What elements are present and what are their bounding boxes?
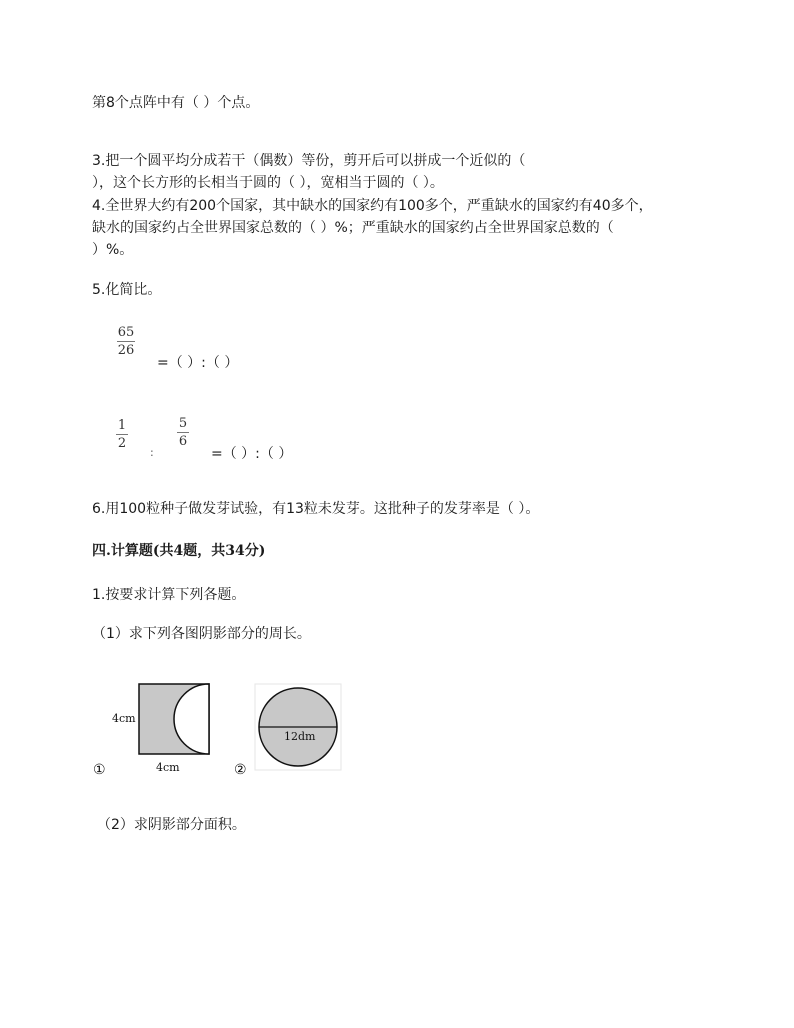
fraction-bar xyxy=(116,434,128,435)
fraction-65-26 xyxy=(117,325,135,358)
question-6: 6.用100粒种子做发芽试验，有13粒未发芽。这批种子的发芽率是（ ）。 xyxy=(92,501,540,517)
fraction-denominator: 6 xyxy=(178,434,188,449)
ratio-colon: : xyxy=(150,446,154,459)
question-5-title: 5.化简比。 xyxy=(92,282,162,298)
fraction-denominator: 2 xyxy=(117,436,127,451)
figure-2-diameter-label: 12dm xyxy=(284,730,316,743)
figure-2-marker: ② xyxy=(234,762,247,778)
figure-1-side-label: 4cm xyxy=(112,712,136,725)
figure-2-circle xyxy=(232,680,344,780)
fraction-numerator: 5 xyxy=(178,416,188,431)
question-3-line-2: ），这个长方形的长相当于圆的（ ），宽相当于圆的（ ）。 xyxy=(92,175,444,191)
calc-1-part-1: （1）求下列各图阴影部分的周长。 xyxy=(92,626,311,642)
fraction-bar xyxy=(117,341,135,342)
figure-1-bottom-label: 4cm xyxy=(156,761,180,774)
question-prev-tail: 第8个点阵中有（ ）个点。 xyxy=(92,95,260,111)
fraction-5-6 xyxy=(177,416,189,449)
calc-1-title: 1.按要求计算下列各题。 xyxy=(92,587,246,603)
fraction-bar xyxy=(177,432,189,433)
fraction-numerator: 65 xyxy=(117,325,135,340)
question-4-line-1: 4.全世界大约有200个国家，其中缺水的国家约有100多个，严重缺水的国家约有40多个， xyxy=(92,198,653,214)
section-4-heading: 四.计算题(共4题，共34分) xyxy=(92,543,266,559)
fraction-denominator: 26 xyxy=(117,343,135,358)
question-3-line-1: 3.把一个圆平均分成若干（偶数）等份，剪开后可以拼成一个近似的（ xyxy=(92,153,526,169)
question-4-line-2: 缺水的国家约占全世界国家总数的（ ）%；严重缺水的国家约占全世界国家总数的（ xyxy=(92,220,614,236)
figure-1-square-semicircle xyxy=(90,680,215,780)
fraction-1-2 xyxy=(116,418,128,451)
fraction-numerator: 1 xyxy=(117,418,127,433)
figure-1-marker: ① xyxy=(93,762,106,778)
question-4-line-3: ）%。 xyxy=(92,242,134,258)
calc-1-part-2: （2）求阴影部分面积。 xyxy=(97,817,246,833)
ratio-answer-2: =（ ）:（ ） xyxy=(211,446,293,462)
ratio-answer-1: =（ ）:（ ） xyxy=(157,355,239,371)
